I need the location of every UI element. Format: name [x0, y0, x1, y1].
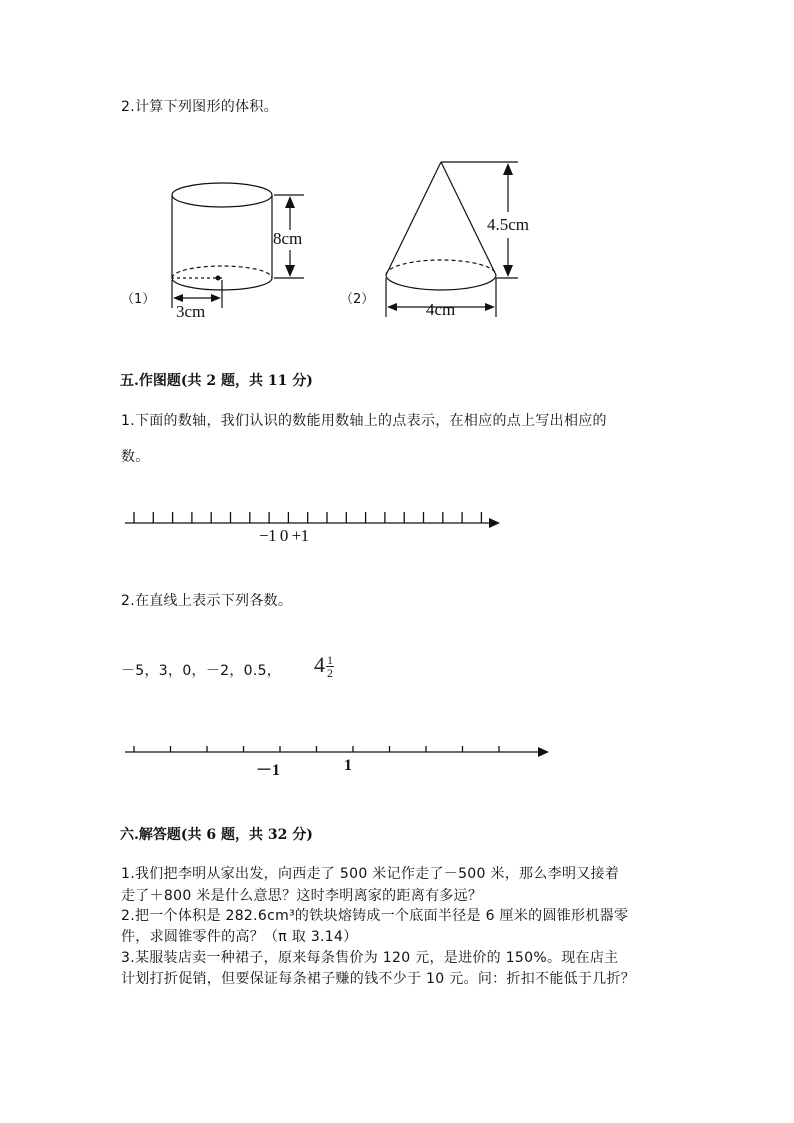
section-6-q2-line1: 2.把一个体积是 282.6cm³的铁块熔铸成一个底面半径是 6 厘米的圆锥形机器零 [121, 908, 629, 924]
section-5-q1-line2: 数。 [121, 449, 150, 465]
section-5-title: 五.作图题(共 2 题，共 11 分) [120, 373, 313, 389]
question-title: 2.计算下列图形的体积。 [121, 99, 278, 115]
numbers-list: －5，3，0，－2，0.5， [121, 663, 282, 679]
cone-height-label: 4.5cm [487, 215, 530, 234]
section-5-q1-line1: 1.下面的数轴，我们认识的数能用数轴上的点表示，在相应的点上写出相应的 [121, 413, 607, 429]
number-line-2-neg-label: －1 [256, 762, 281, 779]
section-6-q3-line2: 计划打折促销，但要保证每条裙子赚的钱不少于 10 元。问：折扣不能低于几折？ [121, 971, 636, 987]
cylinder-height-label: 8cm [273, 229, 303, 248]
number-line-2 [0, 740, 794, 764]
number-line-2-pos-label: 1 [344, 757, 352, 774]
mixed-number [314, 652, 334, 679]
number-line-1 [0, 505, 794, 535]
section-6-q3-line1: 3.某服装店卖一种裙子，原来每条售价为 120 元，是进价的 150%。现在店主 [121, 950, 619, 966]
cylinder-radius-label: 3cm [176, 302, 206, 321]
section-6-title: 六.解答题(共 6 题，共 32 分) [120, 827, 313, 843]
mixed-whole: 4 [314, 652, 325, 677]
section-6-q1-line2: 走了＋800 米是什么意思？这时李明离家的距离有多远？ [121, 888, 483, 904]
section-6-q2-line2: 件，求圆锥零件的高？（π 取 3.14） [121, 929, 358, 945]
mixed-numerator: 1 [327, 653, 333, 668]
section-5-q2-title: 2.在直线上表示下列各数。 [121, 593, 293, 609]
volume-figures [0, 150, 794, 330]
figure-2-label: （2） [340, 292, 375, 307]
number-line-1-labels: −1 0 +1 [259, 526, 309, 545]
cone-figure [386, 162, 518, 317]
figure-1-label: （1） [121, 292, 156, 307]
section-6-q1-line1: 1.我们把李明从家出发，向西走了 500 米记作走了－500 米，那么李明又接着 [121, 866, 620, 882]
cone-diameter-label: 4cm [426, 300, 456, 319]
center-dot [216, 276, 221, 281]
mixed-denominator: 2 [327, 666, 333, 681]
